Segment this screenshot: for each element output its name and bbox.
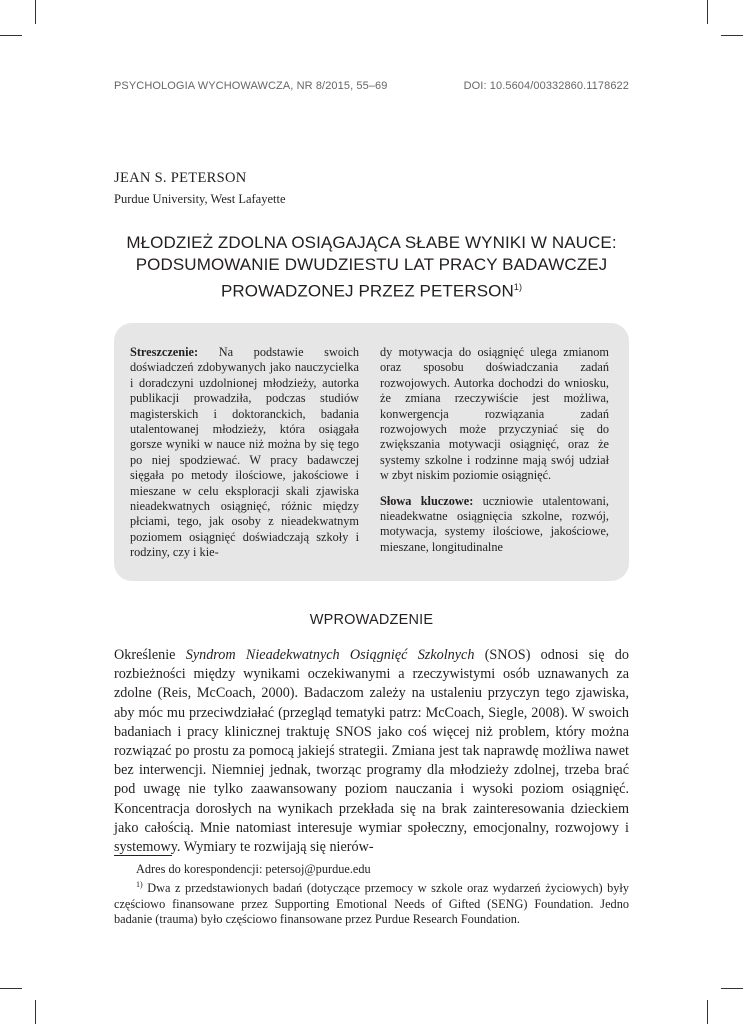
italic-term: Syndrom Nieadekwatnych Osiągnięć Szkolnych bbox=[185, 647, 475, 663]
body-intro-after-italic: (SNOS) odnosi się do rozbieżności między wynikami oczekiwanymi a rzeczywistymi osób uznawanych za zdolne (Reis, McCoach, 2000). Badaczom zależy na ustaleniu przyczyn tego zjawiska, aby móc mu przeciwdziałać (przegląd tematyki patrz: McCoach, Siegle, 2008). W swoich badaniach i pracy klinicznej traktuję SNOS jako coś więcej niż problem, który można rozwiązać po prostu za pomocą jakiejś strategii. Zmiana jest tak naprawdę możliwa nawet bez interwencji. Niemniej jednak, tworząc programy dla młodzieży zdolnej, trzeba brać pod uwagę nie tylko zaawansowany poziom nauczania i wysoki poziom osiągnięć. Koncentracja dorosłych na wynikach przekłada się na brak zainteresowania dzieckiem jako całością. Mnie natomiast interesuje wymiar społeczny, emocjonalny, rozwojowy i systemowy. Wymiary te rozwijają się nierów- bbox=[114, 647, 629, 856]
abstract-label: Streszczenie: bbox=[130, 345, 199, 359]
author-name: JEAN S. PETERSON bbox=[114, 170, 247, 186]
crop-mark-bottom-right-h bbox=[721, 988, 743, 989]
keywords-label: Słowa kluczowe: bbox=[380, 493, 474, 508]
running-head bbox=[114, 80, 629, 92]
title-line-1: MŁODZIEŻ ZDOLNA OSIĄGAJĄCA SŁABE WYNIKI W NAUCE: bbox=[126, 233, 617, 252]
keywords-text: uczniowie utalentowani, nieadekwatne osiągnięcia szkolne, rozwój, motywacja, systemy ilościowe, jakościowe, mieszane, longitudinalne bbox=[380, 493, 609, 554]
footnote-rule bbox=[114, 855, 172, 856]
crop-mark-bottom-left bbox=[35, 1000, 36, 1024]
body-paragraph bbox=[114, 646, 629, 857]
body-intro-before-italic: Określenie bbox=[114, 647, 186, 663]
article-title bbox=[114, 232, 629, 303]
crop-mark-top-right-h bbox=[721, 35, 743, 36]
section-heading: WPROWADZENIE bbox=[309, 612, 434, 628]
abstract-box bbox=[114, 323, 629, 581]
crop-mark-top-right bbox=[707, 0, 708, 24]
abstract-text-left: Na podstawie swoich doświadczeń zdobywanych jako nauczycielka i doradczyni uzdolnionej młodzieży, autorka publikacji prowadziła, podczas studiów magisterskich i doktoranckich, badania utalentowanej młodzieży, która osiągała gorsze wyniki w nauce niż można by się tego po niej spodziewać. W pracy badawczej sięgała po metody ilościowe, jakościowe i mieszane w celu eksploracji skali zjawiska nieadekwatnych osiągnięć, różnic między płciami, tego, jak osoby z nieadekwatnym poziomem osiągnięć doświadczają szkoły i rodziny, czy i kie- bbox=[130, 345, 360, 560]
footnotes bbox=[114, 862, 629, 928]
footnote-1 bbox=[114, 877, 629, 927]
crop-mark-top-left bbox=[35, 0, 36, 24]
abstract-column-right bbox=[380, 345, 609, 555]
title-line-2: PODSUMOWANIE DWUDZIESTU LAT PRACY BADAWCZEJ bbox=[135, 255, 608, 274]
abstract-text-right: dy motywacja do osiągnięć ulega zmianom oraz sposobu doświadczania zadań rozwojowych. Autorka dochodzi do wniosku, że zmiana rzeczywiście jest możliwa, konwergencja rozwiązania zadań rozwojowych może przyczyniać się do zwiększania motywacji osiągnięć, oraz że systemy szkolne i rodzinne mają swój udział w zbyt niskim poziomie osiągnięć. bbox=[380, 345, 609, 483]
doi: DOI: 10.5604/00332860.1178622 bbox=[463, 80, 629, 92]
title-line-3 bbox=[114, 276, 629, 303]
title-line-3-text: PROWADZONEJ PRZEZ PETERSON bbox=[220, 281, 514, 301]
crop-mark-bottom-left-h bbox=[0, 988, 22, 989]
correspondence-note: Adres do korespondencji: petersoj@purdue.edu bbox=[136, 862, 371, 876]
crop-mark-top-left-h bbox=[0, 35, 22, 36]
body-text bbox=[114, 646, 629, 857]
title-footnote-mark: 1) bbox=[513, 282, 523, 292]
footnote-1-mark: 1) bbox=[136, 880, 143, 890]
journal-citation: PSYCHOLOGIA WYCHOWAWCZA, NR 8/2015, 55–69 bbox=[114, 80, 388, 92]
abstract-column-left bbox=[130, 345, 359, 561]
author-affiliation: Purdue University, West Lafayette bbox=[114, 192, 286, 206]
crop-mark-bottom-right bbox=[707, 1000, 708, 1024]
footnote-1-text: Dwa z przedstawionych badań (dotyczące przemocy w szkole oraz wydarzeń życiowych) były częściowo finansowane przez Supporting Emotional Needs of Gifted (SENG) Foundation. Jedno badanie (trauma) było częściowo finansowane przez Purdue Research Foundation. bbox=[114, 881, 630, 927]
